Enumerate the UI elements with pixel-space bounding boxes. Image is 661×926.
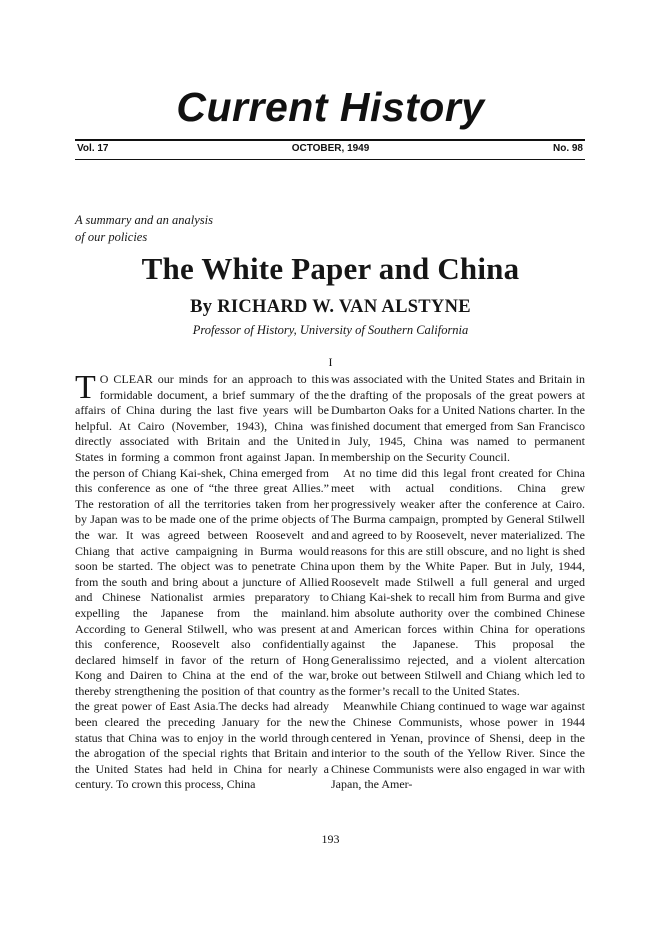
magazine-masthead: Current History — [176, 84, 485, 130]
article-column-left — [75, 369, 329, 793]
article-title: The White Paper and China — [141, 251, 520, 286]
section-number: I — [328, 355, 333, 369]
author-affiliation: Professor of History, University of Southern California — [192, 323, 469, 337]
article-column-right — [331, 372, 585, 793]
issue-number: No. 98 — [552, 143, 583, 154]
paragraph: was associated with the United States and Britain in the drafting of the proposals of the great powers at Dumbarton Oaks for a United Nations charter. In the finished document that emerged from San Francisco in July, 1945, China was named to permanent membership on the Security Council. — [331, 372, 585, 464]
masthead-rule-bottom — [75, 159, 585, 160]
page-number: 193 — [321, 832, 340, 846]
paragraph: Meanwhile Chiang continued to wage war against the Chinese Communists, whose power in 1944 centered in Yenan, province of Shensi, deep in the interior to the south of the Yellow River. Since the Chinese Communists were also engaged in war with Japan, the Amer- — [331, 699, 585, 792]
drop-cap: T — [75, 369, 96, 406]
article-kicker — [75, 212, 213, 246]
masthead-rule-top — [75, 139, 585, 141]
kicker-line-2: of our policies — [75, 230, 148, 244]
volume-label: Vol. 17 — [77, 143, 109, 154]
article-byline: By RICHARD W. VAN ALSTYNE — [190, 297, 471, 317]
paragraph: O CLEAR our minds for an approach to this formidable document, a brief summary of the affairs of China during the last five years will be helpful. At Cairo (November, 1943), China was directly associated with Britain and the United States in forming a common front against Japan. In the person of Chiang Kai-shek, China emerged from this conference as one of “the three great Allies.” The restoration of all the territories taken from her by Japan was to be made one of the prime objects of the war. It was agreed between Roosevelt and Chiang that active campaigning in Burma would soon be started. The object was to penetrate China from the south and bring about a juncture of Allied and Chinese Nationalist armies preparatory to expelling the Japanese from the mainland. According to General Stilwell, who was present at this conference, Roosevelt also confidentially declared himself in favor of the return of Hong Kong and Dairen to China at the end of the war, thereby strengthening the position of that country as the great power of East Asia.The decks had already been cleared the preceding January for the new status that China was to enjoy in the world through the abrogation of the special rights that Britain and the United States had held in China for nearly a century. To crown this process, China — [75, 372, 329, 792]
issue-date: OCTOBER, 1949 — [291, 143, 370, 154]
kicker-line-1: A summary and an analysis — [75, 213, 213, 227]
paragraph: At no time did this legal front created for China meet with actual conditions. China grew progressively weaker after the conference at Cairo. The Burma campaign, prompted by General Stilwell and agreed to by Roosevelt, never materialized. The reasons for this are still obscure, and no light is shed upon them by the White Paper. But in July, 1944, Roosevelt made Stilwell a full general and urged Chiang Kai-shek to recall him from Burma and give him absolute authority over the combined Chinese and American forces within China for operations against the Japanese. This proposal the Generalissimo rejected, and a violent altercation broke out between Stilwell and Chiang which led to the former’s recall to the United States. — [331, 465, 585, 698]
